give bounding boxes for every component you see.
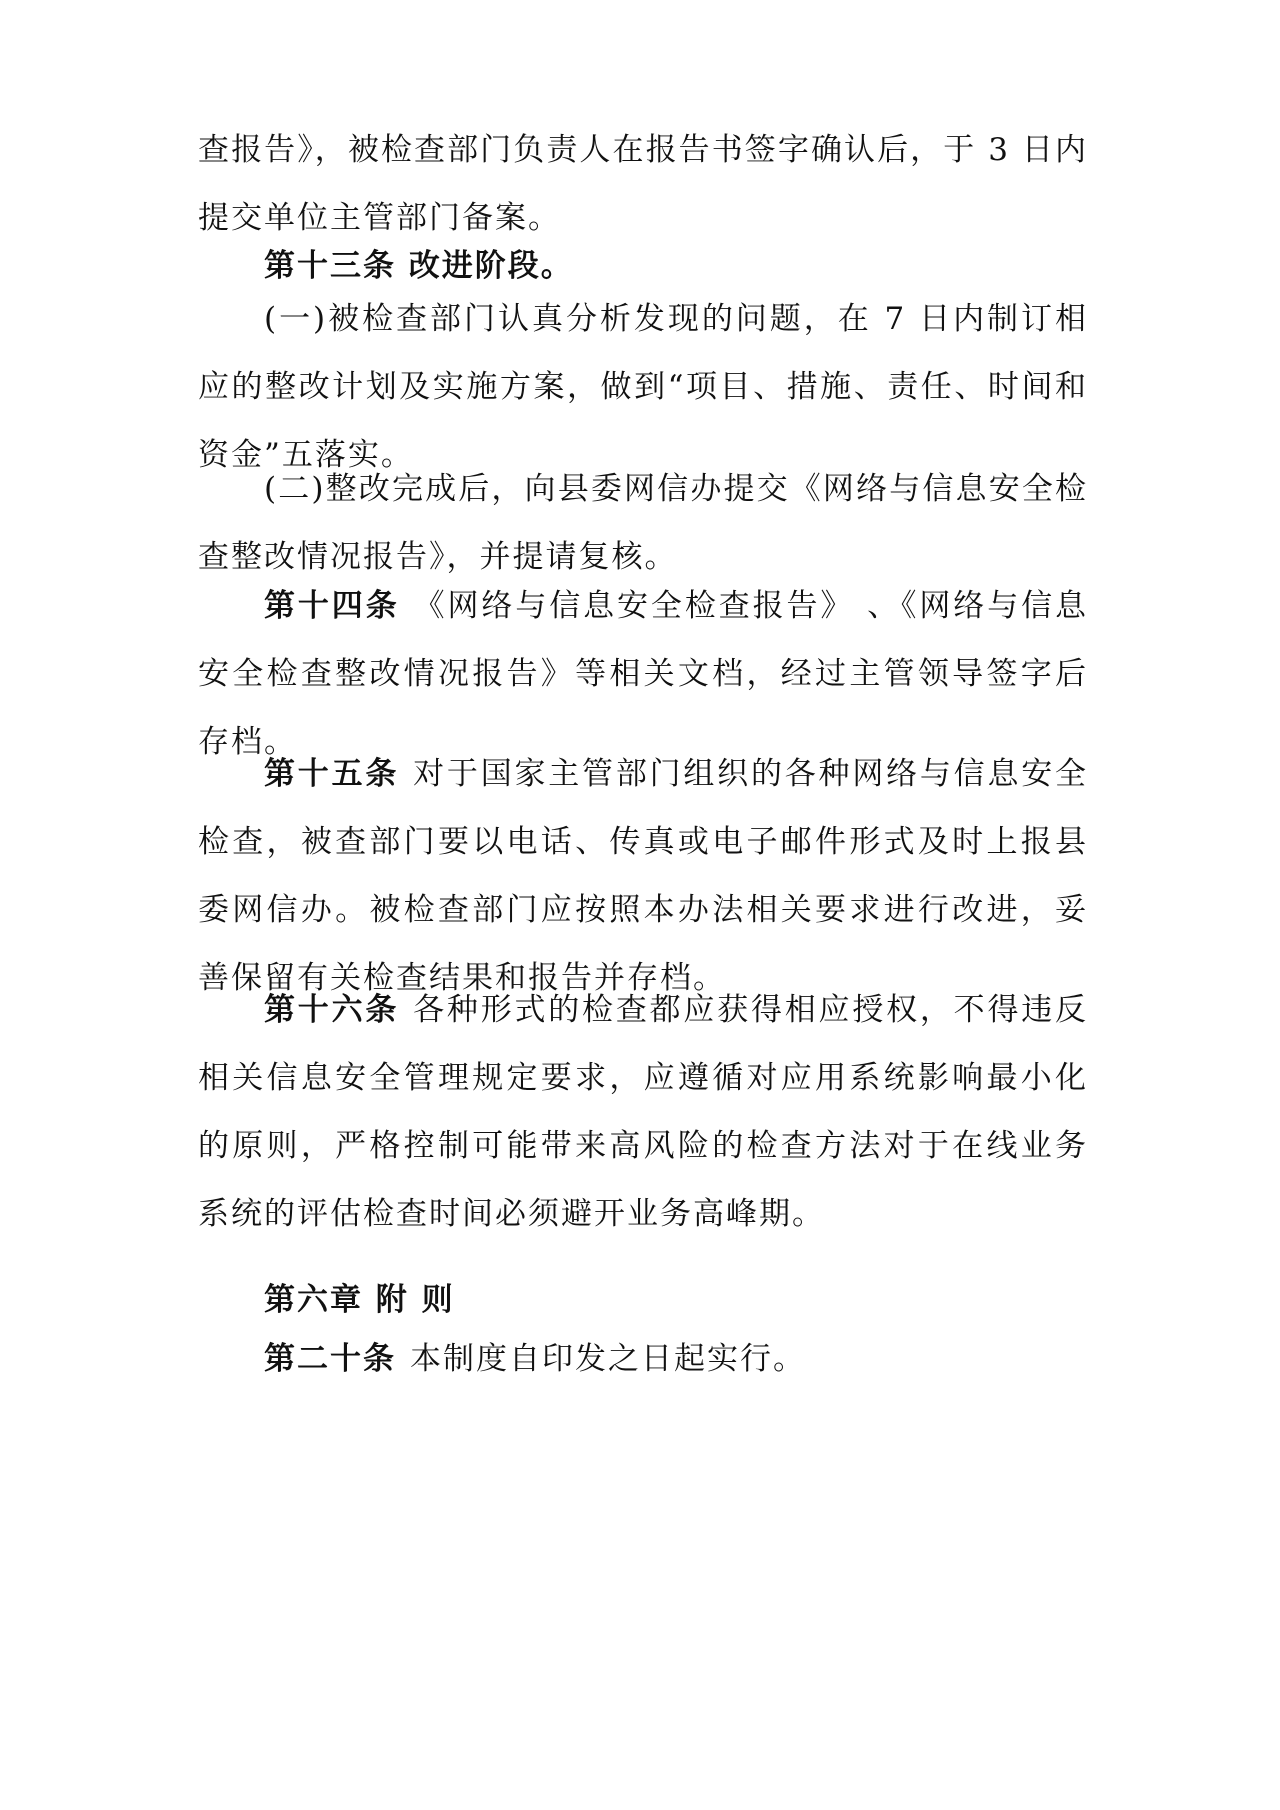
article-16-text: 各种形式的检查都应获得相应授权，不得违反相关信息安全管理规定要求，应遵循对应用系统影响最小化的原则，严格控制可能带来高风险的检查方法对于在线业务系统的评估检查时间必须避开业务高峰期。	[198, 992, 1089, 1232]
article-20-text: 本制度自印发之日起实行。	[410, 1341, 806, 1377]
article-16	[198, 976, 1088, 1248]
chapter-6-title: 第六章 附 则	[264, 1282, 455, 1318]
paragraph-continuation: 查报告》，被检查部门负责人在报告书签字确认后，于 3 日内提交单位主管部门备案。	[198, 132, 1088, 236]
article-15-text: 对于国家主管部门组织的各种网络与信息安全检查，被查部门要以电话、传真或电子邮件形式及时上报县委网信办。被检查部门应按照本办法相关要求进行改进，妥善保留有关检查结果和报告并存档。	[198, 756, 1089, 996]
article-20	[198, 1325, 1088, 1393]
article-13-heading: 第十三条 改进阶段。	[264, 248, 574, 284]
article-15-label: 第十五条	[264, 756, 400, 792]
article-16-label: 第十六条	[264, 992, 400, 1028]
article-13-item-1: (一)被检查部门认真分析发现的问题，在 7 日内制订相应的整改计划及实施方案，做到“项目、措施、责任、时间和资金”五落实。	[198, 301, 1088, 473]
article-14-text: 《网络与信息安全检查报告》 、《网络与信息安全检查整改情况报告》等相关文档，经过主管领导签字后存档。	[198, 588, 1088, 760]
article-20-label: 第二十条	[264, 1341, 396, 1377]
article-14-label: 第十四条	[264, 588, 400, 624]
article-15	[198, 740, 1088, 1012]
article-13-item-2: (二)整改完成后，向县委网信办提交《网络与信息安全检查整改情况报告》，并提请复核。	[198, 471, 1088, 575]
